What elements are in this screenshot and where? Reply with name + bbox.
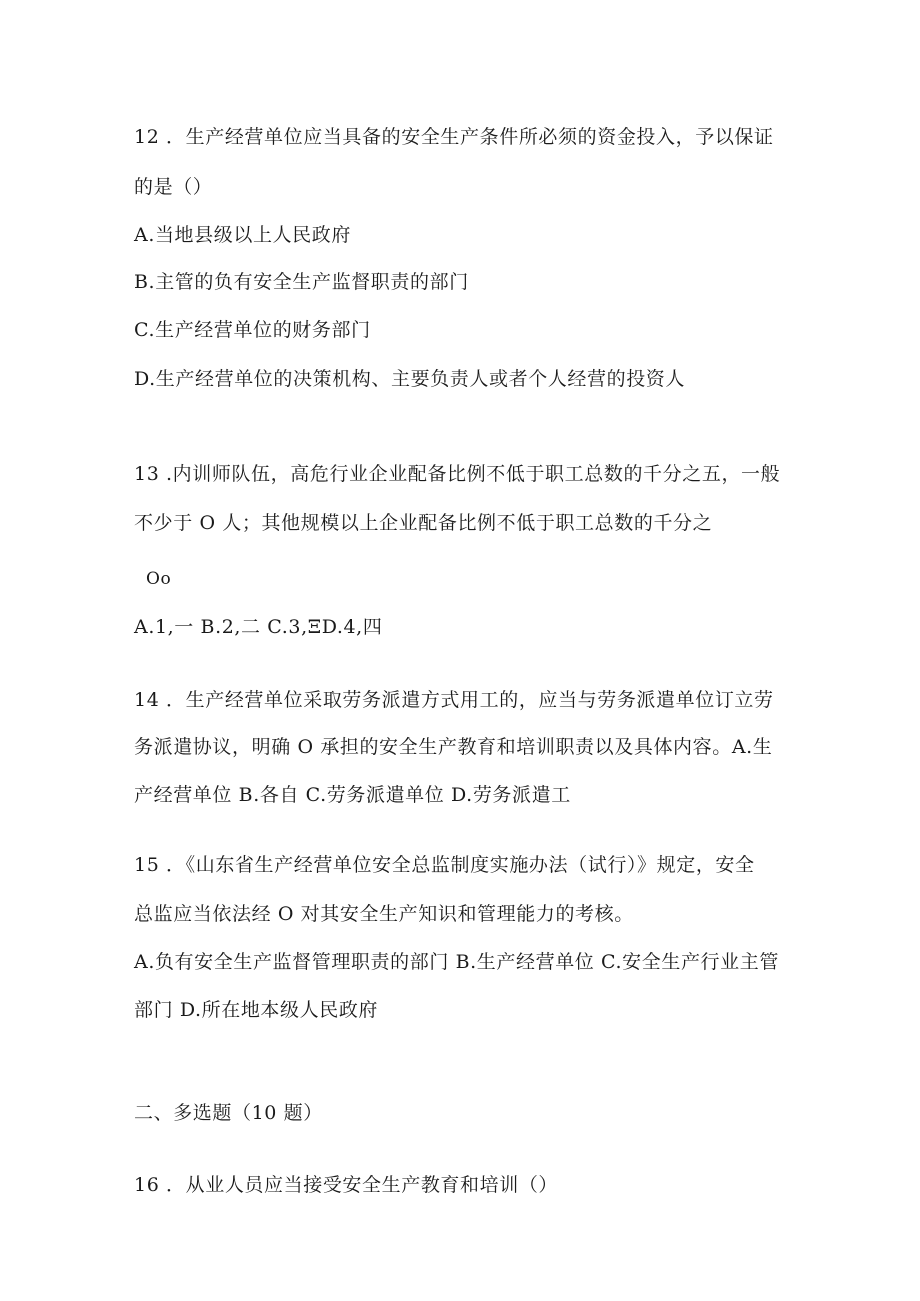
q14-stem-line-3: 产经营单位 B.各自 C.劳务派遣单位 D.劳务派遣工 xyxy=(134,784,571,806)
q12-option-c: C.生产经营单位的财务部门 xyxy=(134,319,371,341)
q12-stem-line-2: 的是（） xyxy=(134,176,213,198)
q12-option-a: A.当地县级以上人民政府 xyxy=(134,224,351,246)
q12-option-b: B.主管的负有安全生产监督职责的部门 xyxy=(134,271,469,293)
q14-stem-line-2: 务派遣协议，明确 O 承担的安全生产教育和培训职责以及具体内容。A.生 xyxy=(134,736,773,758)
q12-option-d: D.生产经营单位的决策机构、主要负责人或者个人经营的投资人 xyxy=(134,368,685,390)
q13-options: A.1,一 B.2,二 C.3,ΞD.4,四 xyxy=(134,616,383,638)
q13-stem-line-1: 13 .内训师队伍，高危行业企业配备比例不低于职工总数的千分之五，一般 xyxy=(134,463,781,485)
q15-options-line-1: A.负有安全生产监督管理职责的部门 B.生产经营单位 C.安全生产行业主管 xyxy=(134,951,779,973)
q13-stem-line-2: 不少于 O 人；其他规模以上企业配备比例不低于职工总数的千分之 xyxy=(134,512,713,534)
q15-options-line-2: 部门 D.所在地本级人民政府 xyxy=(134,999,379,1021)
q13-stem-line-3: Oo xyxy=(146,569,172,589)
section-2-title: 二、多选题（10 题） xyxy=(134,1102,323,1124)
q12-stem-line-1: 12 ．生产经营单位应当具备的安全生产条件所必须的资金投入，予以保证 xyxy=(134,126,774,148)
q16-stem-line-1: 16 ．从业人员应当接受安全生产教育和培训（） xyxy=(134,1174,559,1196)
q15-stem-line-1: 15 ．《山东省生产经营单位安全总监制度实施办法（试行）》规定，安全 xyxy=(134,854,755,876)
q14-stem-line-1: 14 ．生产经营单位采取劳务派遣方式用工的，应当与劳务派遣单位订立劳 xyxy=(134,689,774,711)
q15-stem-line-2: 总监应当依法经 O 对其安全生产知识和管理能力的考核。 xyxy=(134,903,634,925)
